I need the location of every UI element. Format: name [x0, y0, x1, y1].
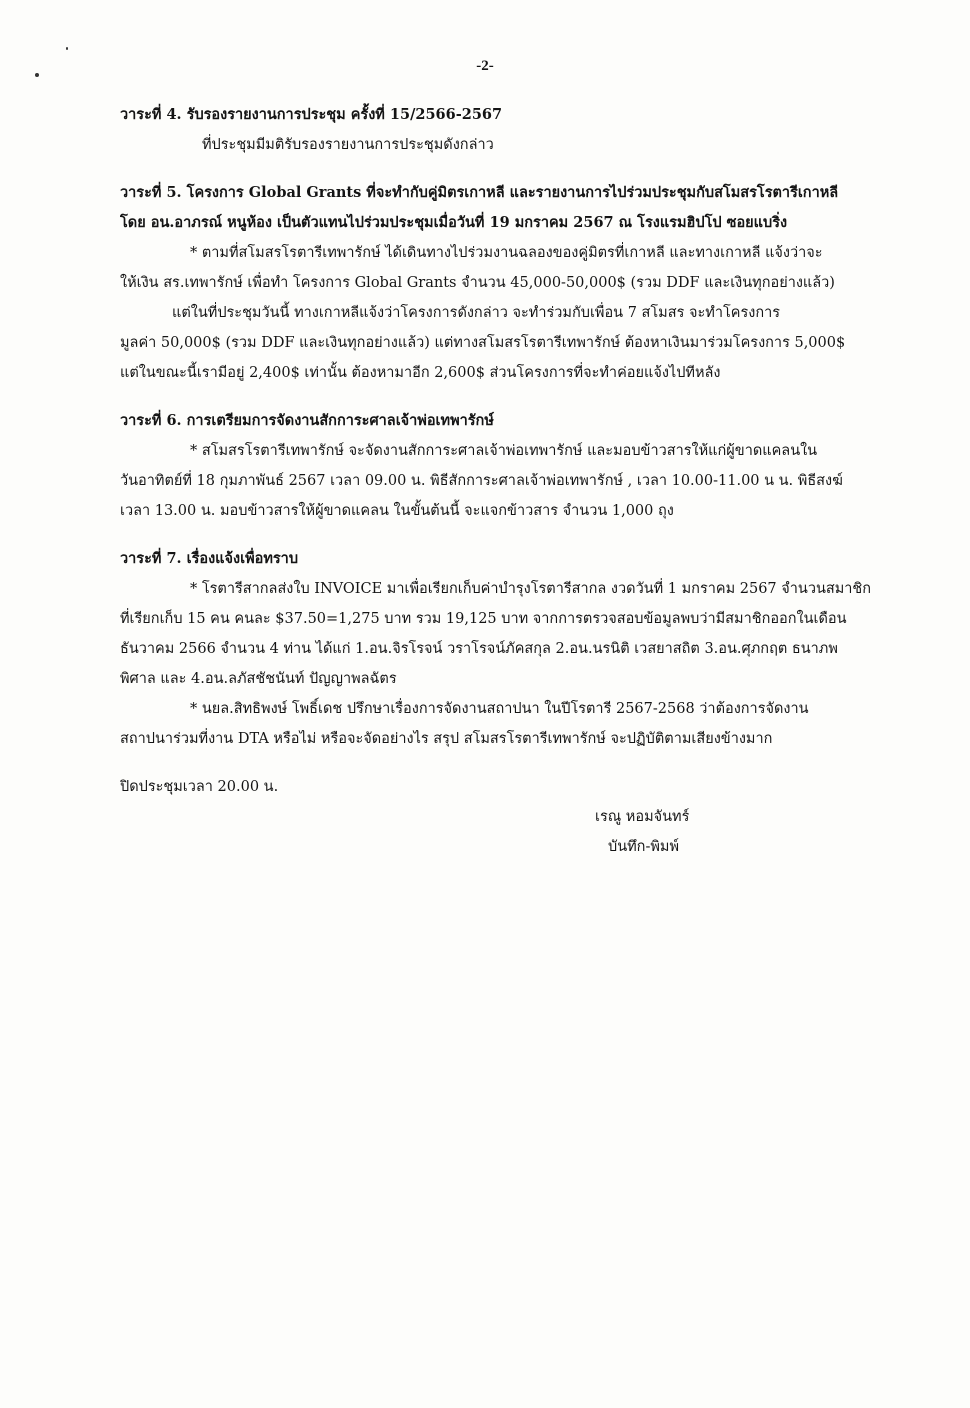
agenda-5-line: แต่ในที่ประชุมวันนี้ ทางเกาหลีแจ้งว่าโครงการดังกล่าว จะทำร่วมกับเพื่อน 7 สโมสร จะทำโครงการ	[172, 305, 781, 321]
agenda-6-line: เวลา 13.00 น. มอบข้าวสารให้ผู้ขาดแคลน ในขั้นต้นนี้ จะแจกข้าวสาร จำนวน 1,000 ถุง	[120, 503, 674, 519]
page-number: -2-	[476, 58, 494, 74]
agenda-5-line: มูลค่า 50,000$ (รวม DDF และเงินทุกอย่างแล้ว) แต่ทางสโมสรโรตารีเทพารักษ์ ต้องหาเงินมาร่วมโครงการ 5,000$	[120, 335, 846, 351]
agenda-6-heading: วาระที่ 6. การเตรียมการจัดงานสักการะศาลเจ้าพ่อเทพารักษ์	[120, 412, 494, 429]
agenda-7-line: * โรตารีสากลส่งใบ INVOICE มาเพื่อเรียกเก็บค่าบำรุงโรตารีสากล งวดวันที่ 1 มกราคม 2567 จำนวนสมาชิก	[190, 581, 872, 597]
agenda-7-heading: วาระที่ 7. เรื่องแจ้งเพื่อทราบ	[120, 550, 299, 567]
agenda-4-body: ที่ประชุมมีมติรับรองรายงานการประชุมดังกล่าว	[202, 137, 494, 153]
agenda-5-line: แต่ในขณะนี้เรามีอยู่ 2,400$ เท่านั้น ต้องหามาอีก 2,600$ ส่วนโครงการที่จะทำค่อยแจ้งไปทีหลัง	[120, 365, 721, 381]
agenda-7-line: พิศาล และ 4.อน.ลภัสชัชนันท์ ปัญญาพลฉัตร	[120, 671, 397, 687]
agenda-6-line: วันอาทิตย์ที่ 18 กุมภาพันธ์ 2567 เวลา 09.00 น. พิธีสักการะศาลเจ้าพ่อเทพารักษ์ , เวลา 10.00-11.00 น น. พิธีสงฆ์	[120, 473, 843, 489]
agenda-7-line: สถาปนาร่วมที่งาน DTA หรือไม่ หรือจะจัดอย่างไร สรุป สโมสรโรตารีเทพารักษ์ จะปฏิบัติตามเสียงข้างมาก	[120, 731, 773, 747]
signature-role: บันทึก-พิมพ์	[608, 839, 680, 855]
scan-speck	[66, 47, 68, 50]
agenda-5-heading: วาระที่ 5. โครงการ Global Grants ที่จะทำกับคู่มิตรเกาหลี และรายงานการไปร่วมประชุมกับสโมสรโรตารีเกาหลี	[120, 184, 839, 201]
closing-time: ปิดประชุมเวลา 20.00 น.	[120, 779, 279, 795]
agenda-5-heading-cont: โดย อน.อาภรณ์ หนูห้อง เป็นตัวแทนไปร่วมประชุมเมื่อวันที่ 19 มกราคม 2567 ณ โรงแรมฮิปโป ซอยแบริ่ง	[120, 214, 788, 231]
agenda-7-line: ที่เรียกเก็บ 15 คน คนละ $37.50=1,275 บาท รวม 19,125 บาท จากการตรวจสอบข้อมูลพบว่ามีสมาชิกออกในเดือน	[120, 611, 847, 627]
agenda-4-heading: วาระที่ 4. รับรองรายงานการประชุม ครั้งที่ 15/2566-2567	[120, 106, 503, 123]
agenda-5-line: * ตามที่สโมสรโรตารีเทพารักษ์ ได้เดินทางไปร่วมงานฉลองของคู่มิตรที่เกาหลี และทางเกาหลี แจ้งว่าจะ	[190, 245, 823, 261]
minutes-body	[120, 100, 910, 862]
signature-name: เรณู หอมจันทร์	[595, 809, 690, 825]
agenda-6-line: * สโมสรโรตารีเทพารักษ์ จะจัดงานสักการะศาลเจ้าพ่อเทพารักษ์ และมอบข้าวสารให้แก่ผู้ขาดแคลนใน	[190, 443, 818, 459]
agenda-7-line: ธันวาคม 2566 จำนวน 4 ท่าน ได้แก่ 1.อน.จิรโรจน์ วราโรจน์ภัคสกุล 2.อน.นรนิติ เวสยาสถิต 3.อน.ศุภกฤต ธนาภพ	[120, 641, 838, 657]
agenda-7-line: * นยล.สิทธิพงษ์ โพธิ์เดช ปรึกษาเรื่องการจัดงานสถาปนา ในปีโรตารี 2567-2568 ว่าต้องการจัดงาน	[190, 701, 809, 717]
agenda-5-line: ให้เงิน สร.เทพารักษ์ เพื่อทำ โครงการ Global Grants จำนวน 45,000-50,000$ (รวม DDF และเงินทุกอย่างแล้ว)	[120, 275, 835, 291]
